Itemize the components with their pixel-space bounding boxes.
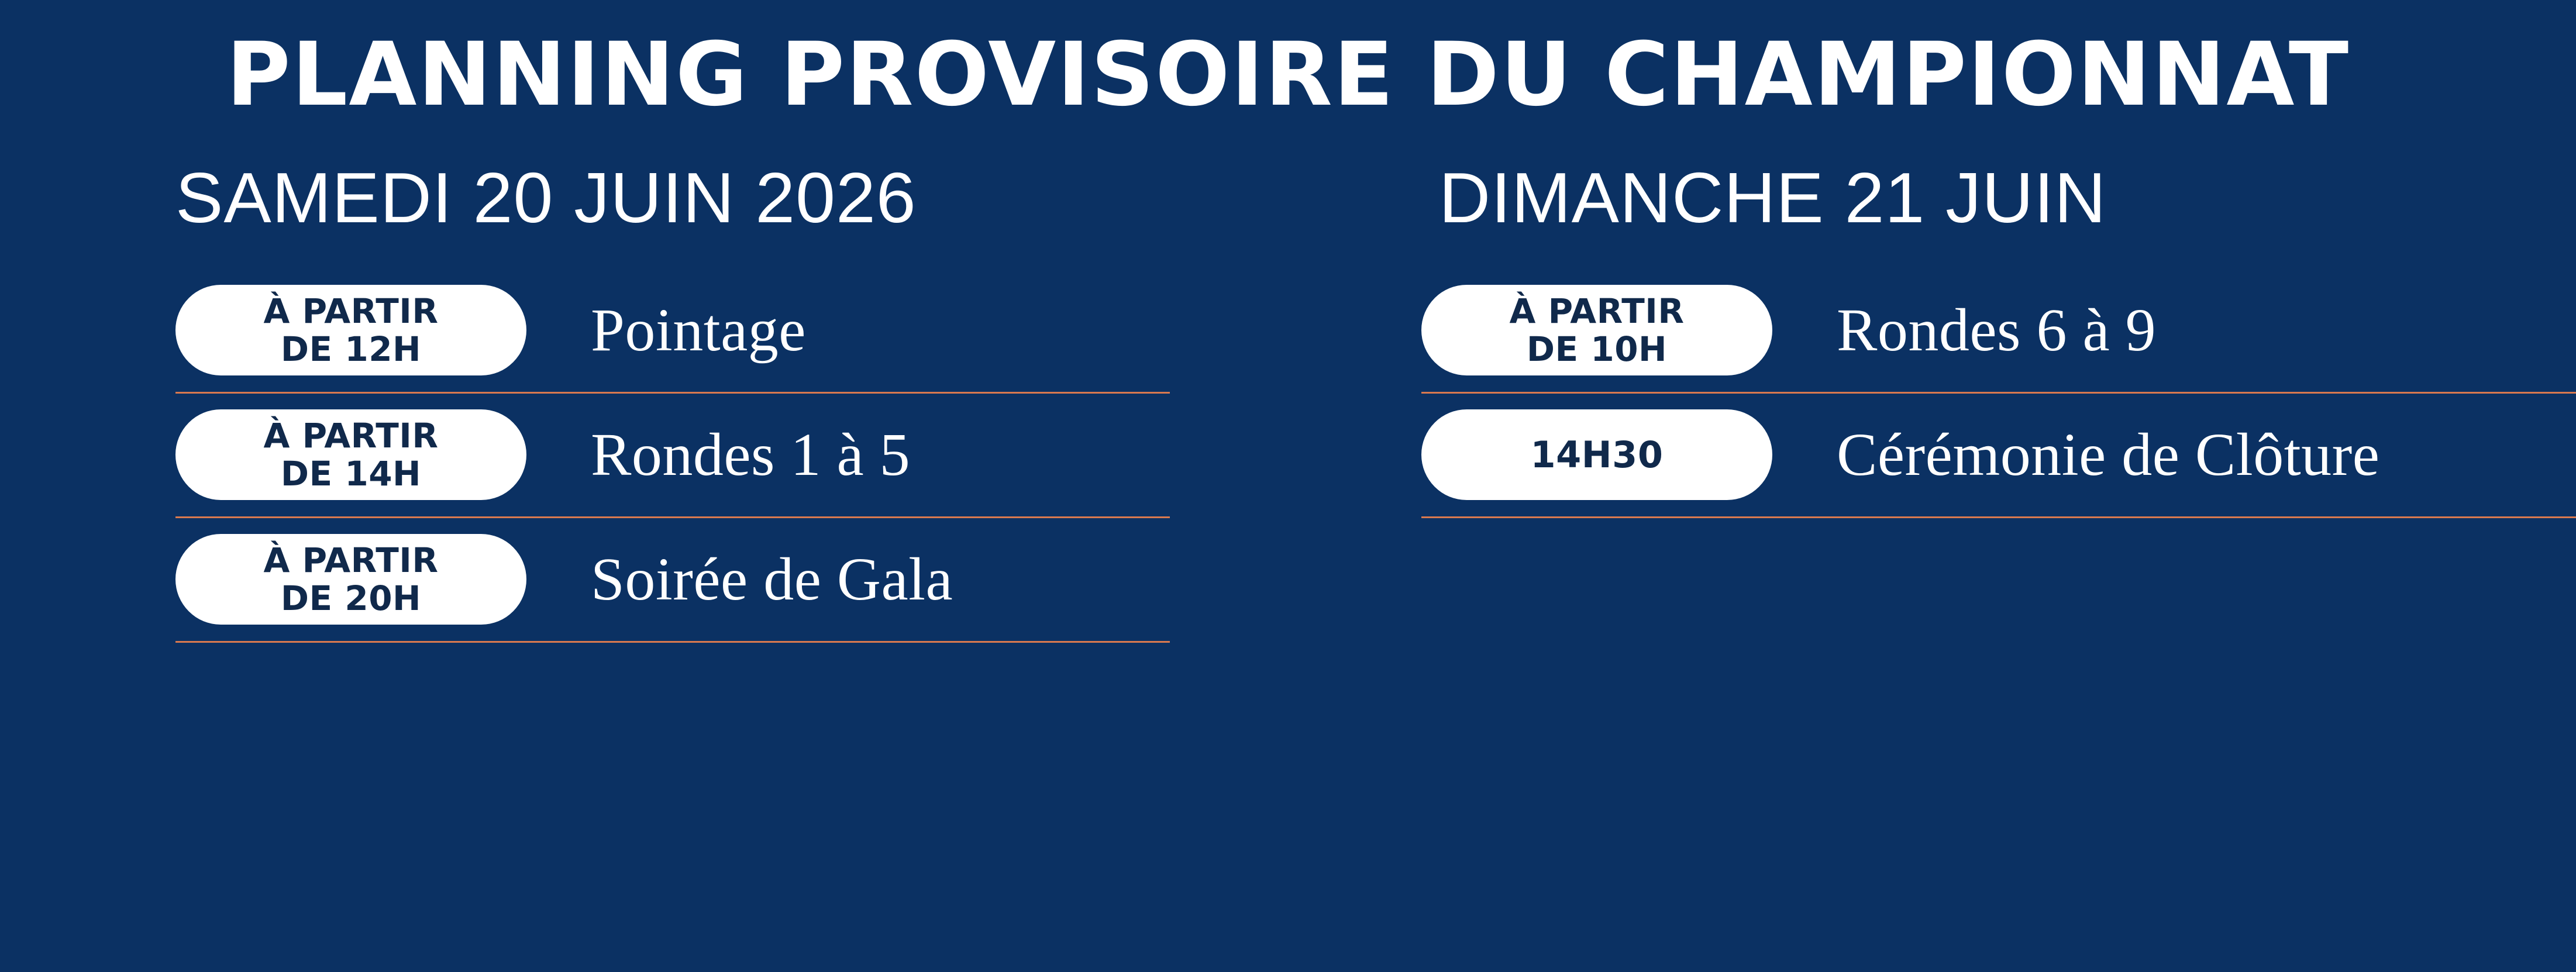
time-badge-line2: DE 10H [1526,329,1668,369]
schedule-row [175,269,1170,392]
time-badge [175,534,526,625]
schedule-label: Soirée de Gala [591,546,953,613]
row-divider [1421,516,2576,518]
day-column-sunday [1287,157,2574,643]
time-badge-line1: À PARTIR [263,540,439,580]
time-badge-line1: 14H30 [1530,433,1664,476]
schedule-list-sunday [1421,269,2576,518]
day-column-saturday [0,157,1287,643]
days-container [0,157,2576,643]
day-title-saturday: SAMEDI 20 JUIN 2026 [175,157,917,237]
schedule-row [1421,269,2576,392]
time-badge-line1: À PARTIR [1509,291,1685,331]
time-badge-line1: À PARTIR [263,415,439,456]
schedule-label: Rondes 1 à 5 [591,421,911,488]
time-badge [1421,285,1772,375]
time-badge-line2: DE 14H [280,453,422,494]
schedule-label: Cérémonie de Clôture [1837,421,2380,488]
row-divider [175,641,1170,643]
time-badge-line2: DE 12H [280,329,422,369]
schedule-list-saturday [175,269,1170,643]
schedule-row [1421,394,2576,516]
time-badge-line2: DE 20H [280,578,422,618]
time-badge-line1: À PARTIR [263,291,439,331]
time-badge [175,285,526,375]
schedule-label: Pointage [591,297,806,364]
page-title: PLANNING PROVISOIRE DU CHAMPIONNAT [226,24,2350,126]
time-badge [1421,409,1772,500]
time-badge [175,409,526,500]
schedule-row [175,394,1170,516]
schedule-label: Rondes 6 à 9 [1837,297,2157,364]
schedule-row [175,518,1170,641]
day-title-sunday: DIMANCHE 21 JUIN [1439,157,2107,237]
